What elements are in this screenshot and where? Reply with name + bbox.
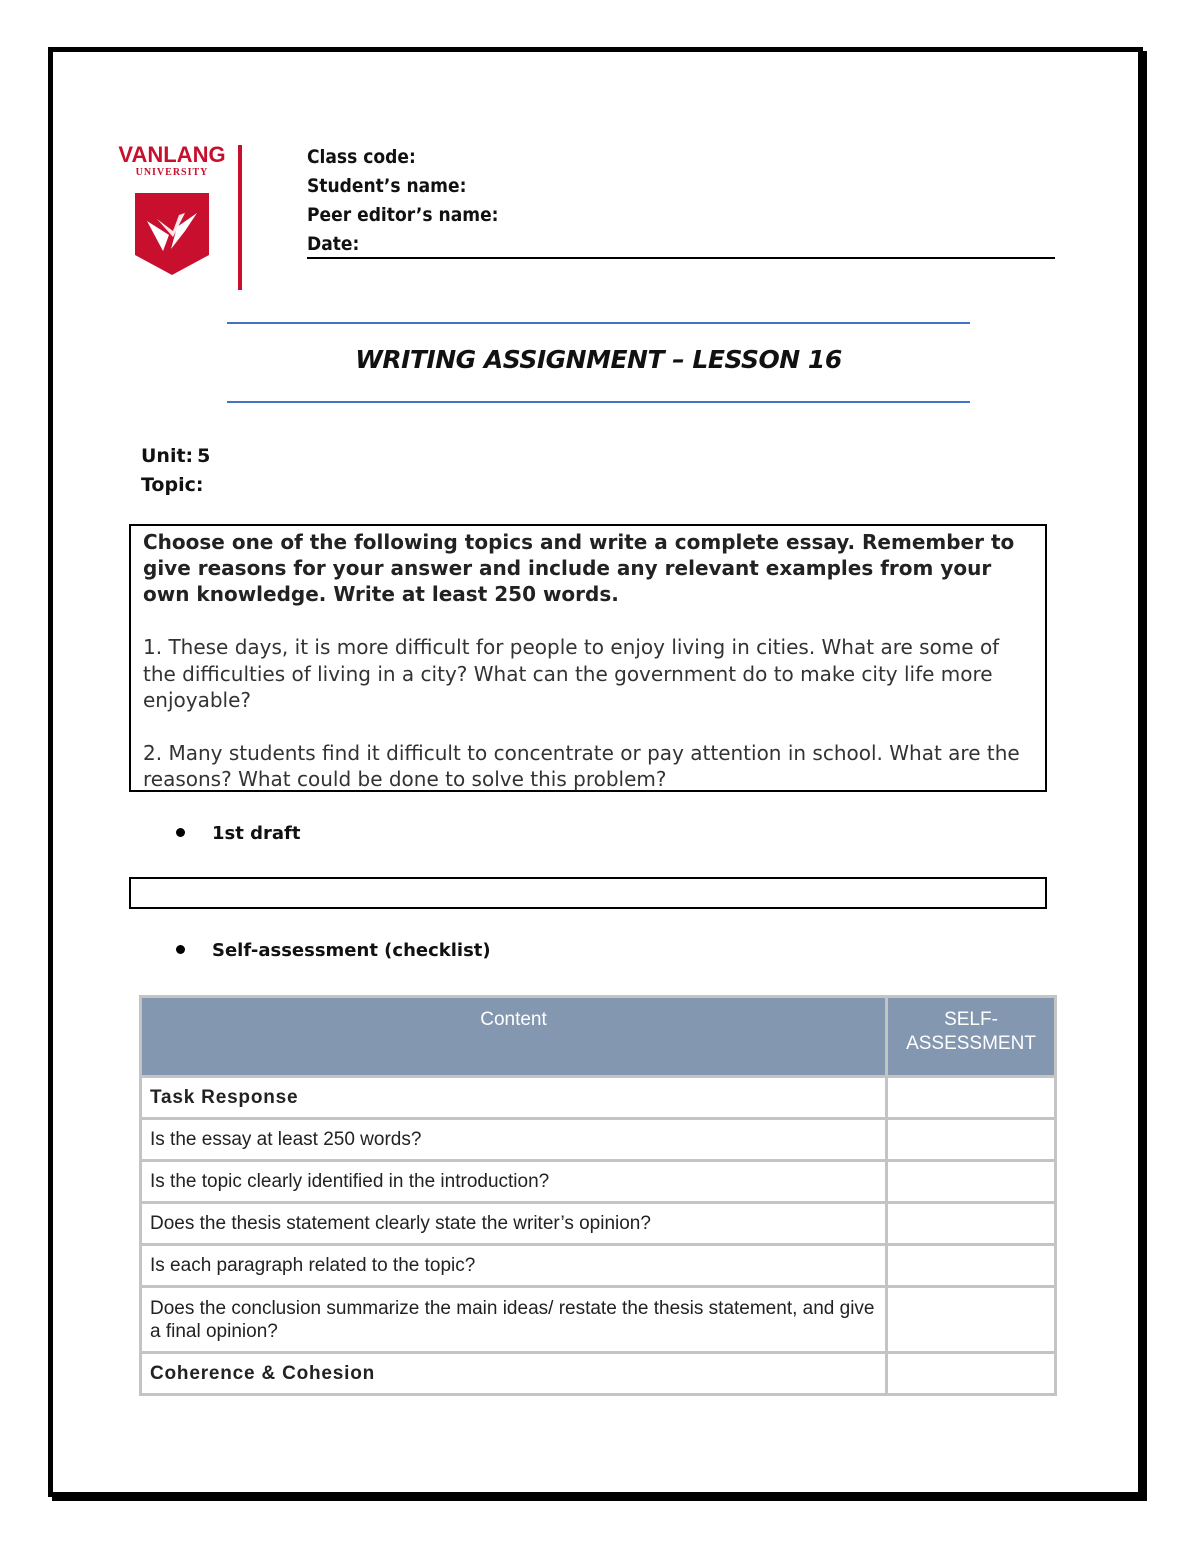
prompt-instruction: Choose one of the following topics and write a complete essay. Remember to give reasons for your answer and include any relevant examples from your own knowledge. Write at least 250 words. bbox=[143, 530, 1015, 606]
self-assessment-cell[interactable] bbox=[887, 1245, 1056, 1287]
self-assessment-cell[interactable] bbox=[887, 1077, 1056, 1119]
page-title: WRITING ASSIGNMENT – LESSON 16 bbox=[355, 345, 842, 374]
table-row bbox=[141, 1287, 1056, 1353]
unit-topic bbox=[141, 442, 210, 500]
header-rule bbox=[307, 257, 1055, 259]
self-assessment-cell[interactable] bbox=[887, 1287, 1056, 1353]
prompt-topic-2: 2. Many students find it difficult to concentrate or pay attention in school. What are the reasons? What could be done to solve this problem? bbox=[143, 740, 1020, 791]
table-row bbox=[141, 1203, 1056, 1245]
table-row bbox=[141, 1161, 1056, 1203]
self-assessment-label: Self-assessment (checklist) bbox=[212, 940, 491, 961]
prompt-topic-1: 1. These days, it is more difficult for people to enjoy living in cities. What are some of the difficulties of living in a city? What can the government do to make city life more enjoyable? bbox=[143, 635, 1000, 712]
unit-label: Unit: bbox=[141, 445, 194, 467]
date-label: Date: bbox=[307, 233, 360, 255]
topic-label: Topic: bbox=[141, 474, 204, 496]
checklist-item: Is the topic clearly identified in the introduction? bbox=[141, 1161, 887, 1203]
self-assessment-bullet bbox=[176, 940, 491, 961]
section-coherence-cohesion: Coherence & Cohesion bbox=[141, 1353, 887, 1395]
self-assessment-cell[interactable] bbox=[887, 1353, 1056, 1395]
section-task-response: Task Response bbox=[141, 1077, 887, 1119]
title-rule-bottom bbox=[227, 401, 970, 403]
draft-bullet bbox=[176, 823, 300, 844]
self-assessment-cell[interactable] bbox=[887, 1119, 1056, 1161]
table-row bbox=[141, 1245, 1056, 1287]
table-row bbox=[141, 1119, 1056, 1161]
student-name-label: Student’s name: bbox=[307, 175, 467, 197]
peer-editor-label: Peer editor’s name: bbox=[307, 204, 499, 226]
column-header-content: Content bbox=[141, 997, 887, 1077]
checklist-item: Is each paragraph related to the topic? bbox=[141, 1245, 887, 1287]
checklist-table bbox=[139, 995, 1057, 1396]
logo-divider bbox=[238, 145, 242, 290]
draft-input-box[interactable] bbox=[129, 877, 1047, 909]
title-rule-top bbox=[227, 322, 970, 324]
unit-value: 5 bbox=[197, 445, 211, 467]
unit-line bbox=[141, 442, 210, 471]
checklist-item: Does the thesis statement clearly state the writer’s opinion? bbox=[141, 1203, 887, 1245]
checklist-item: Is the essay at least 250 words? bbox=[141, 1119, 887, 1161]
logo-subtitle: UNIVERSITY bbox=[135, 167, 209, 178]
shield-icon bbox=[133, 191, 211, 277]
class-code-label: Class code: bbox=[307, 146, 416, 168]
bullet-icon bbox=[176, 945, 185, 954]
table-row bbox=[141, 1077, 1056, 1119]
draft-label: 1st draft bbox=[212, 823, 301, 844]
self-assessment-cell[interactable] bbox=[887, 1161, 1056, 1203]
university-logo bbox=[112, 143, 237, 283]
checklist-header-row bbox=[141, 997, 1056, 1077]
column-header-self-assessment: SELF-ASSESSMENT bbox=[887, 997, 1056, 1077]
bullet-icon bbox=[176, 828, 185, 837]
self-assessment-cell[interactable] bbox=[887, 1203, 1056, 1245]
checklist-item: Does the conclusion summarize the main ideas/ restate the thesis statement, and give a final opinion? bbox=[141, 1287, 887, 1353]
table-row bbox=[141, 1353, 1056, 1395]
logo-wordmark: VANLANG bbox=[118, 142, 226, 167]
header-fields bbox=[307, 143, 499, 259]
prompt-box bbox=[129, 524, 1047, 792]
